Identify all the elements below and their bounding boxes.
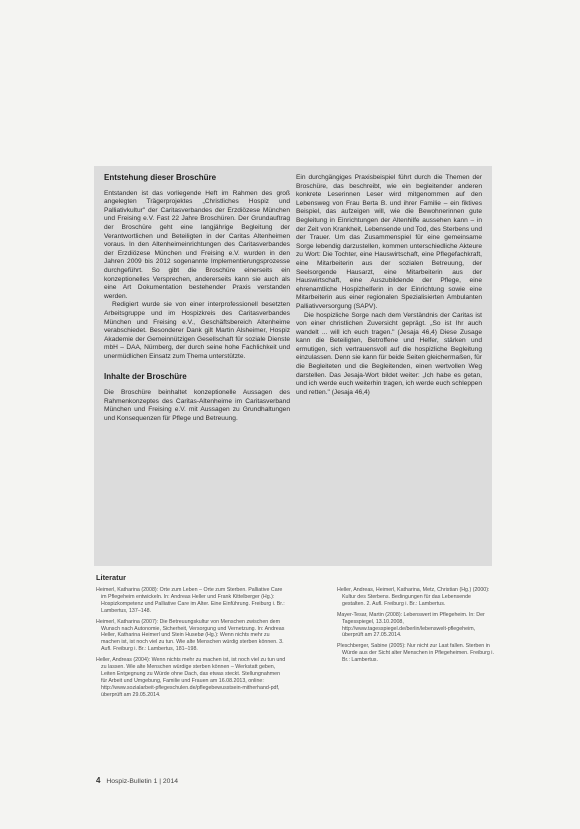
literature-entry: Mayer-Tesar, Martin (2008): Lebenswert im Pflegeheim. In: Der Tagesspiegel, 13.10.2008, http://www.tagesspiegel.de/berlin/lebenswelt-pflegeheim, überprüft am 27.05.2014. [337, 611, 485, 639]
page-number: 4 [96, 776, 101, 785]
literature-entry: Heimerl, Katharina (2007): Die Betreuungskultur von Menschen zwischen dem Wunsch nach Autonomie, Sicherheit, Versorgung und Vernetzung. In: Andreas Heller, Katharina Heimerl und Stein Husebø (Hg.): Wenn nichts mehr zu machen ist, ist noch viel zu tun. Wie alte Menschen würdig sterben können. 3. Aufl. Freiburg i. Br.: Lambertus, 181–198. [96, 618, 285, 653]
literatur-heading: Literatur [96, 573, 126, 582]
hospizliche-sorge-paragraph: Die hospizliche Sorge nach dem Verständnis der Caritas ist von einer christlichen Zuversicht geprägt. „So ist Ihr auch wandelt ... will ich euch tragen." (Jesaja 46,4) Diese Zusage kann die Beteiligten, Betroffene und Helfer, stärken und ermutigen, sich vertrauensvoll auf die hospizliche Begleitung einzulassen. Denn sie kann für beide Seiten gleichermaßen, für die Begleiteten und die Begleitenden, einen wertvollen Weg darstellen. Das Jesaja-Wort bildet weiter: „Ich habe es getan, und ich werde euch weiterhin tragen, ich werde euch schleppen und retten." (Jesaja 46,4) [296, 311, 482, 396]
literature-entry: Heimerl, Katharina (2008): Orte zum Leben – Orte zum Sterben. Palliative Care im Pflegeheim entwickeln. In: Andreas Heller und Frank Kittelberger (Hg.): Hospizkompetenz und Palliative Care im Alter. Eine Einführung. Freiburg i. Br.: Lambertus, 137–148. [96, 587, 285, 614]
box-left-column [104, 174, 290, 423]
page-footer [96, 776, 178, 785]
literature-entry: Pleschberger, Sabine (2005): Nur nicht zur Last fallen. Sterben in Würde aus der Sicht alter Menschen in Pflegeheimen. Freiburg i. Br.: Lambertus. [337, 643, 494, 664]
journal-name: Hospiz-Bulletin 1 | 2014 [106, 778, 179, 785]
literature-entry: Heller, Andreas (2004): Wenn nichts mehr zu machen ist, ist noch viel zu tun und zu lassen. Wie alte Menschen würdige sterben können – Werkstatt geben, Leiten Entgegnung zu Würde ohne Dach, das etwas steckt. Stellungnahmen für Arbeit und Umgebung, Familie und Frauen am 16.08.2013, online: http://www.sozialarbeit-pflegeschulen.de/pflegebewusstsein-mitherhand-pdf, überprüft am 29.05.2014. [96, 657, 286, 698]
entstehung-paragraph-1: Entstanden ist das vorliegende Heft im Rahmen des groß angelegten Trägerprojektes „Christliches Hospiz und Palliativkultur" der Caritasverbandes der Erzdiözese München und Freising e.V. Fast 22 Jahre Broschüren. Der Grundauftrag der Broschüre geht eine langjährige Begleitung der Verantwortlichen und Beteiligten in der Caritas Altenheimen voraus. In den Altenheimeinrichtungen des Caritasverbandes der Erzdiözese München und Freising e.V. wurden in den Jahren 2009 bis 2012 sogenannte Implementierungsprozesse durchgeführt. So gibt die Broschüre einerseits ein konzeptionelles Versprechen, andererseits kann sie auch als eine Art Dokumentation bestehender Praxis verstanden werden. [104, 189, 290, 300]
heading-entstehung: Entstehung dieser Broschüre [104, 173, 217, 182]
literatur-left-column [96, 587, 286, 703]
box-right-column [296, 174, 482, 397]
broschuere-info-box [94, 166, 492, 566]
literatur-right-column [337, 587, 495, 668]
heading-inhalte: Inhalte der Broschüre [104, 372, 187, 382]
praxisbeispiel-paragraph: Ein durchgängiges Praxisbeispiel führt durch die Themen der Broschüre, das beschreibt, wie ein begleitender anderen konkrete Leserinnen Leser wird mitgenommen auf den Lebensweg von Frau Berta B. und ihrer Familie – ein fiktives Beispiel, das aufzeigen will, wie die Bewohnerinnen gute Begleitung in Einrichtungen der Altenhilfe aussehen kann – in der Zeit von Krankheit, Lebensende und Tod, des Sterbens und der Trauer. Um das Zusammenspiel für eine gemeinsame Sorge lebendig darzustellen, kommen unterschiedliche Akteure zu Wort: Die Tochter, eine Hauswirtschaft, eine Pflegefachkraft, eine Mitarbeiterin aus der sozialen Betreuung, der Seelsorgende Hausarzt, eine Mitarbeiterin aus der Hauswirtschaft, eine Auszubildende der Pflege, eine ehrenamtliche Hospizhelferin in der Einrichtung sowie eine Mitarbeiterin aus einer regionalen Spezialisierten Ambulanten Palliativversorgung (SAPV). [296, 174, 482, 310]
literature-entry: Heller, Andreas, Heimerl, Katharina, Metz, Christian (Hg.) (2000): Kultur des Sterbens. Bedingungen für das Lebensende gestalten. 2. Aufl. Freiburg i. Br.: Lambertus. [337, 587, 490, 607]
entstehung-paragraph-2: Redigiert wurde sie von einer interprofessionell besetzten Arbeitsgruppe und im Hospizkreis des Caritasverbandes München und Freising e.V., Geschäftsbereich Altenheime verabschiedet. Besonderer Dank gilt Martin Alsheimer, Hospiz Akademie der Gemeinnützigen Gesellschaft für soziale Dienste mbH – DAA, Nürnberg, der durch seine hohe Fachlichkeit und unermüdlichen Einsatz zum Thema unterstützte. [104, 301, 290, 360]
inhalte-paragraph: Die Broschüre beinhaltet konzeptionelle Aussagen des Rahmenkonzeptes des Caritas-Altenheime im Caritasverband München und Freising e.V. mit Aussagen zu Grundhaltungen und Konsequenzen für Pflege und Betreuung. [104, 389, 290, 422]
